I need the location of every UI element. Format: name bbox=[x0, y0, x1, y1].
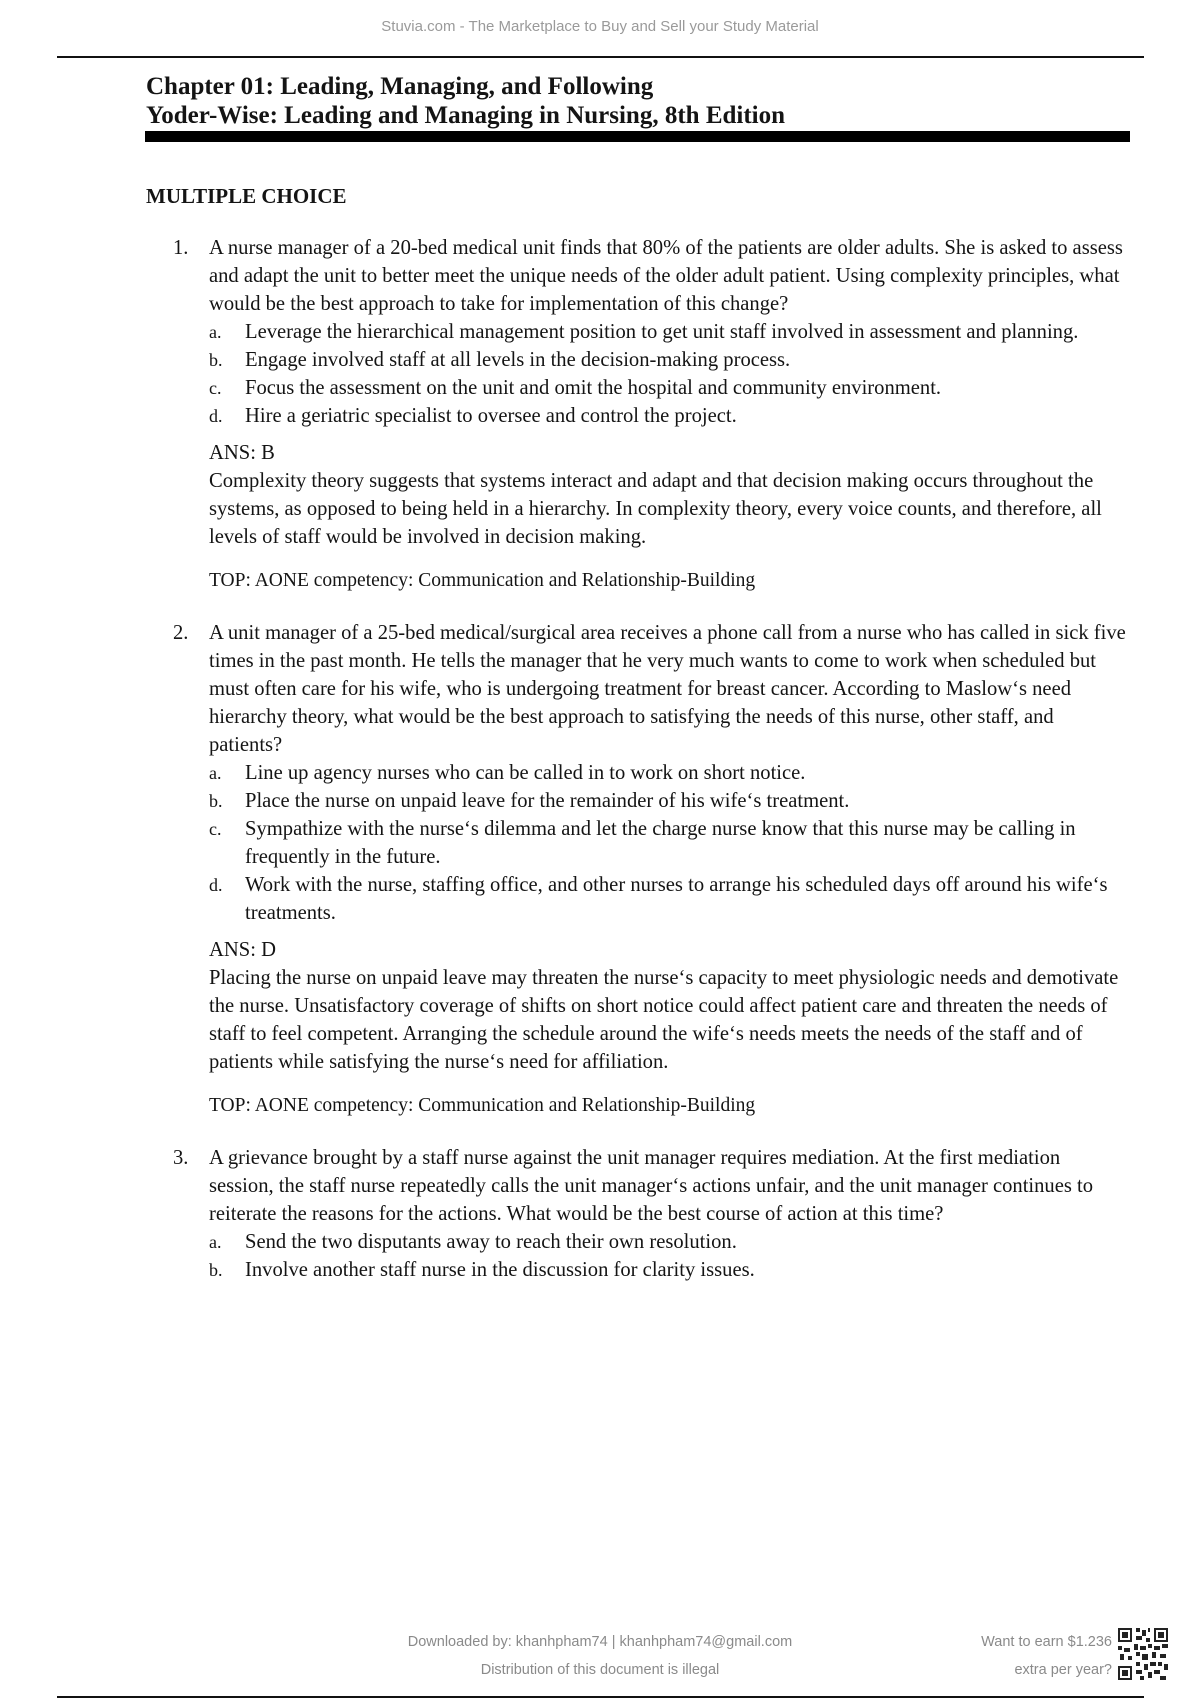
document-title bbox=[146, 72, 785, 130]
choice-letter: b. bbox=[209, 791, 223, 811]
answer-key: ANS: D bbox=[209, 939, 276, 961]
choice-letter: d. bbox=[209, 875, 223, 895]
choice-text: Line up agency nurses who can be called in to work on short notice. bbox=[245, 762, 806, 784]
top-divider bbox=[57, 56, 1144, 58]
choice-text: Leverage the hierarchical management position to get unit staff involved in assessment and planning. bbox=[245, 321, 1079, 343]
question-3 bbox=[146, 1144, 1126, 1284]
question-number: 3. bbox=[173, 1147, 189, 1169]
site-header[interactable]: Stuvia.com - The Marketplace to Buy and Sell your Study Material bbox=[381, 18, 819, 35]
answer-key: ANS: B bbox=[209, 442, 275, 464]
answer-block bbox=[209, 439, 1126, 551]
promo-line-1[interactable]: Want to earn $1.236 bbox=[981, 1634, 1112, 1650]
choice-list bbox=[209, 1228, 1126, 1284]
choice-text: Work with the nurse, staffing office, and other nurses to arrange his scheduled days off around his wife‘s treatments. bbox=[245, 874, 1108, 924]
choice-letter: c. bbox=[209, 819, 222, 839]
choice-b bbox=[209, 346, 1126, 374]
question-stem: A grievance brought by a staff nurse against the unit manager requires mediation. At the first mediation session, the staff nurse repeatedly calls the unit manager‘s actions unfair, and the unit manager continues to reiterate the reasons for the actions. What would be the best course of action at this time? bbox=[209, 1147, 1094, 1225]
choice-list bbox=[209, 318, 1126, 430]
bottom-divider bbox=[57, 1696, 1144, 1698]
choice-c bbox=[209, 374, 1126, 402]
choice-c bbox=[209, 815, 1126, 871]
downloaded-by: Downloaded by: khanhpham74 | khanhpham74@gmail.com bbox=[407, 1634, 793, 1650]
choice-letter: a. bbox=[209, 763, 222, 783]
question-stem: A unit manager of a 25-bed medical/surgical area receives a phone call from a nurse who has called in sick five times in the past month. He tells the manager that he very much wants to come to work when scheduled but must often care for his wife, who is undergoing treatment for breast cancer. According to Maslow‘s need hierarchy theory, what would be the best approach to satisfying the needs of this nurse, other staff, and patients? bbox=[209, 622, 1126, 756]
choice-text: Place the nurse on unpaid leave for the remainder of his wife‘s treatment. bbox=[245, 790, 850, 812]
choice-b bbox=[209, 1256, 1126, 1284]
download-footer bbox=[340, 1628, 860, 1684]
distribution-notice: Distribution of this document is illegal bbox=[480, 1662, 720, 1678]
book-title: Yoder-Wise: Leading and Managing in Nursing, 8th Edition bbox=[146, 102, 786, 129]
earn-promo[interactable] bbox=[981, 1628, 1112, 1684]
choice-d bbox=[209, 402, 1126, 430]
question-2 bbox=[146, 619, 1126, 1120]
question-number: 2. bbox=[173, 622, 189, 644]
choice-letter: b. bbox=[209, 1260, 223, 1280]
answer-block bbox=[209, 936, 1126, 1076]
question-list bbox=[146, 234, 1126, 1284]
choice-text: Hire a geriatric specialist to oversee and control the project. bbox=[245, 405, 737, 427]
choice-a bbox=[209, 318, 1126, 346]
rationale: Placing the nurse on unpaid leave may threaten the nurse‘s capacity to meet physiologic needs and demotivate the nurse. Unsatisfactory coverage of shifts on short notice could affect patient care and threaten the needs of staff to feel competent. Arranging the schedule around the wife‘s needs meets the needs of the staff and of patients while satisfying the nurse‘s need for affiliation. bbox=[209, 967, 1119, 1073]
choice-text: Engage involved staff at all levels in the decision-making process. bbox=[245, 349, 791, 371]
title-underline bbox=[145, 131, 1130, 142]
choice-list bbox=[209, 759, 1126, 927]
choice-letter: b. bbox=[209, 350, 223, 370]
choice-letter: c. bbox=[209, 378, 222, 398]
choice-d bbox=[209, 871, 1126, 927]
section-heading: MULTIPLE CHOICE bbox=[146, 184, 347, 208]
choice-letter: d. bbox=[209, 406, 223, 426]
promo-line-2[interactable]: extra per year? bbox=[1014, 1662, 1112, 1678]
topic-tag: TOP: AONE competency: Communication and Relationship-Building bbox=[209, 1095, 756, 1116]
choice-letter: a. bbox=[209, 1232, 222, 1252]
choice-text: Send the two disputants away to reach their own resolution. bbox=[245, 1231, 737, 1253]
question-stem: A nurse manager of a 20-bed medical unit finds that 80% of the patients are older adults. She is asked to assess and adapt the unit to better meet the unique needs of the older adult patient. Using complexity principles, what would be the best approach to take for implementation of this change? bbox=[209, 237, 1123, 315]
topic-tag: TOP: AONE competency: Communication and Relationship-Building bbox=[209, 570, 756, 591]
rationale: Complexity theory suggests that systems interact and adapt and that decision making occurs throughout the systems, as opposed to being held in a hierarchy. In complexity theory, every voice counts, and therefore, all levels of staff would be involved in decision making. bbox=[209, 470, 1102, 548]
chapter-title: Chapter 01: Leading, Managing, and Following bbox=[146, 73, 654, 100]
choice-letter: a. bbox=[209, 322, 222, 342]
question-1 bbox=[146, 234, 1126, 595]
choice-a bbox=[209, 759, 1126, 787]
choice-a bbox=[209, 1228, 1126, 1256]
choice-text: Sympathize with the nurse‘s dilemma and let the charge nurse know that this nurse may be calling in frequently in the future. bbox=[245, 818, 1076, 868]
choice-text: Focus the assessment on the unit and omit the hospital and community environment. bbox=[245, 377, 942, 399]
qr-code-icon[interactable] bbox=[1118, 1628, 1168, 1680]
choice-text: Involve another staff nurse in the discussion for clarity issues. bbox=[245, 1259, 755, 1281]
question-number: 1. bbox=[173, 237, 189, 259]
choice-b bbox=[209, 787, 1126, 815]
